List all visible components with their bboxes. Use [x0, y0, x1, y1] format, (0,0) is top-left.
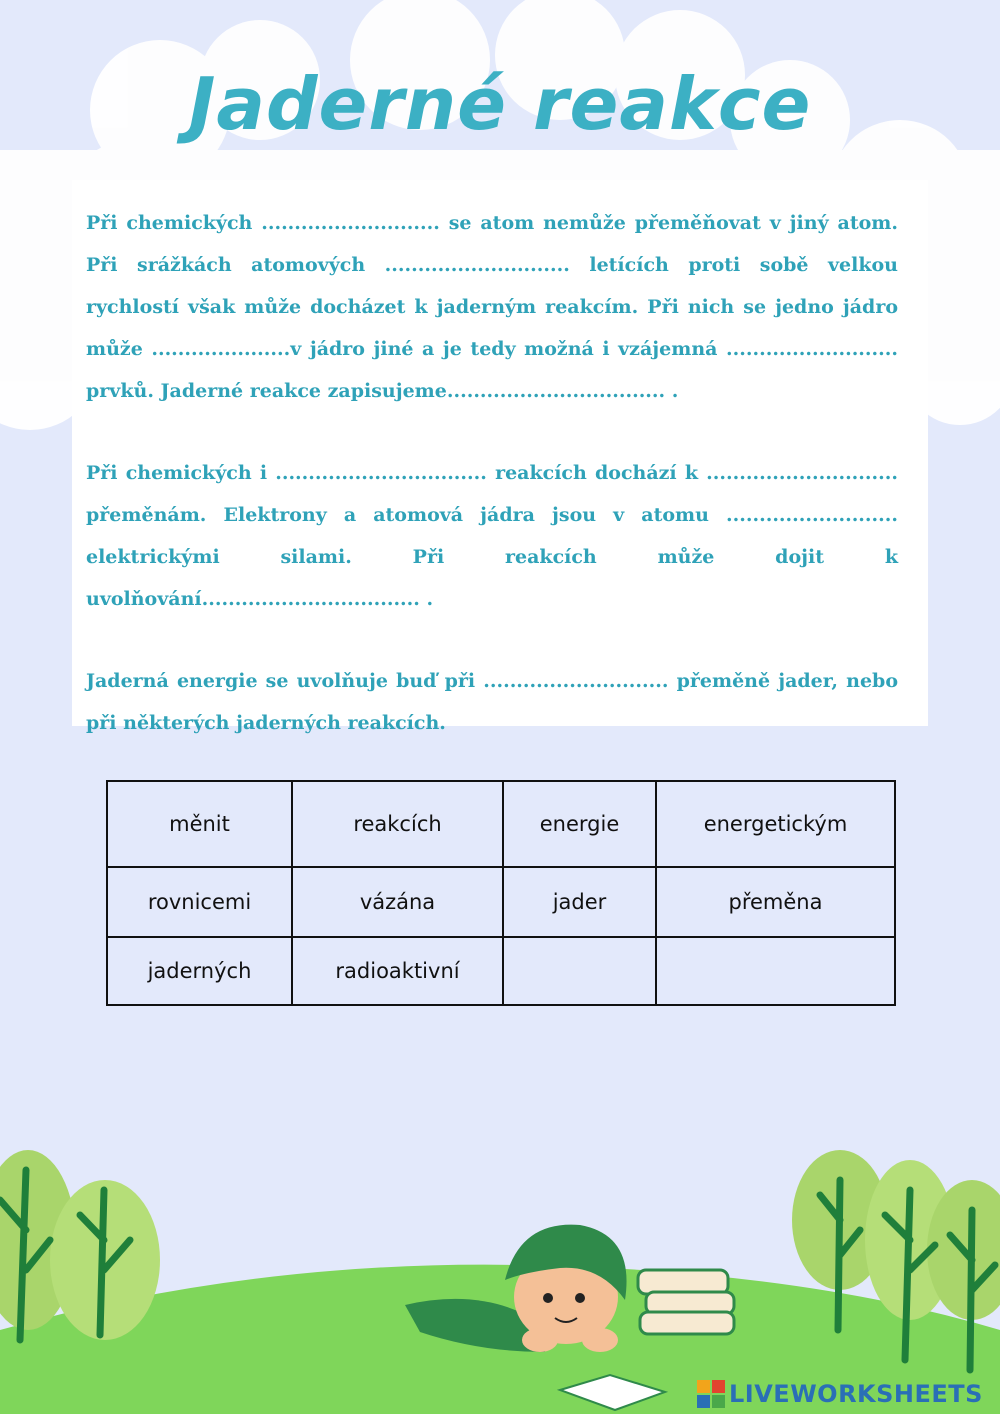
- word-bank-cell: měnit: [107, 781, 292, 867]
- word-bank-cell: rovnicemi: [107, 867, 292, 937]
- word-bank-cell: přeměna: [656, 867, 895, 937]
- word-bank-cell: radioaktivní: [292, 937, 503, 1005]
- brand-name: LIVEWORKSHEETS: [729, 1380, 983, 1408]
- paragraph-1: Při chemických ........................... se atom nemůže přeměňovat v jiný atom. Při srážkách atomových ............................ letících proti sobě velkou rychlostí však může docházet k jaderným reakcím. Při nich se jedno jádro může .....................v jádro jiné a je tedy možná i vzájemná .......................... prvků. Jaderné reakce zapisujeme................................. .: [86, 212, 898, 402]
- word-bank-row: [107, 781, 895, 867]
- paragraph-3: Jaderná energie se uvolňuje buď při ............................ přeměně jader, nebo při některých jaderných reakcích.: [86, 670, 898, 734]
- text-panel: [72, 180, 928, 734]
- word-bank-cell: jader: [503, 867, 656, 937]
- word-bank-cell: energie: [503, 781, 656, 867]
- word-bank-cell: vázána: [292, 867, 503, 937]
- liveworksheets-logo-icon: [697, 1380, 725, 1408]
- word-bank-cell: energetickým: [656, 781, 895, 867]
- word-bank-cell: jaderných: [107, 937, 292, 1005]
- word-bank-cell-empty: [503, 937, 656, 1005]
- liveworksheets-brand[interactable]: [697, 1378, 983, 1410]
- paragraph-2: Při chemických i ................................ reakcích dochází k ............................. přeměnám. Elektrony a atomová jádra jsou v atomu .......................... elektrickými silami. Při reakcích může dojit k uvolňování................................. .: [86, 462, 898, 610]
- word-bank-cell-empty: [656, 937, 895, 1005]
- word-bank-row: [107, 867, 895, 937]
- word-bank-row: [107, 937, 895, 1005]
- word-bank-table: [106, 780, 896, 1006]
- page-title: Jaderné reakce: [188, 62, 812, 146]
- word-bank-cell: reakcích: [292, 781, 503, 867]
